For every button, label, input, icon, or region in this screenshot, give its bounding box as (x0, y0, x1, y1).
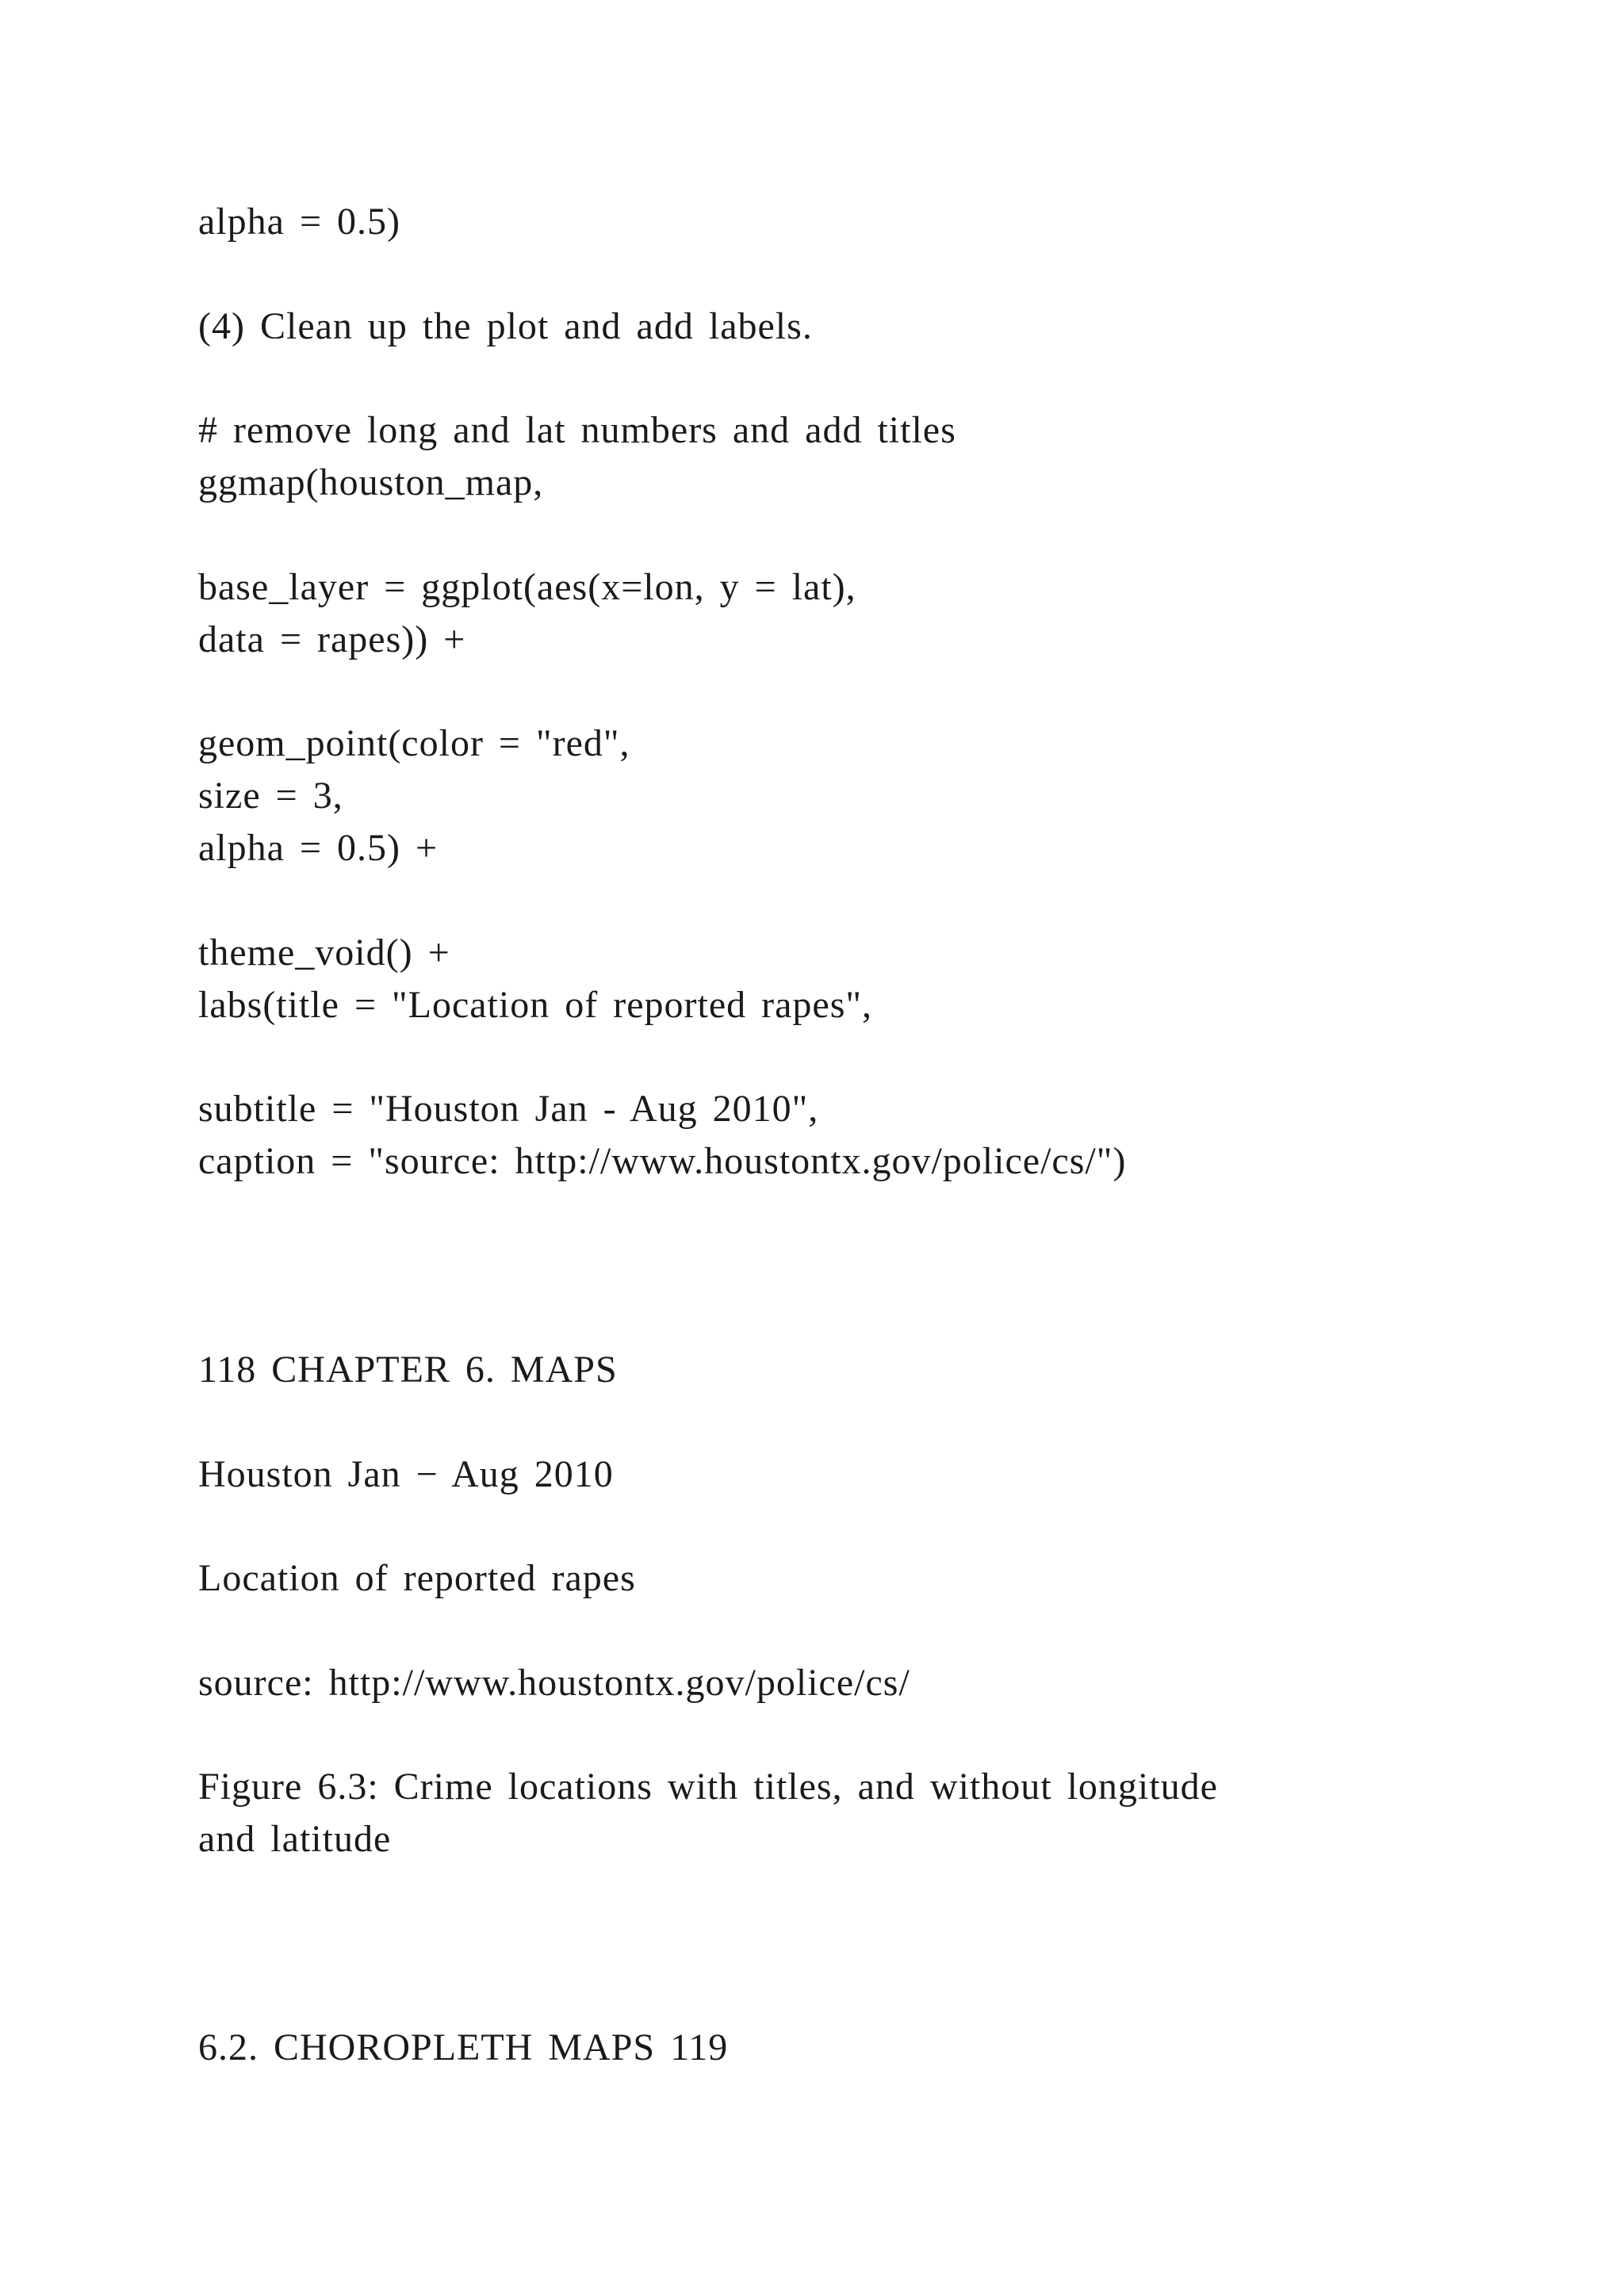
page-header: 118 CHAPTER 6. MAPS (198, 1349, 618, 1391)
code-line: alpha = 0.5) (198, 201, 400, 243)
figure-caption-continued: and latitude (198, 1818, 392, 1860)
code-line: alpha = 0.5) + (198, 827, 439, 869)
step-heading: (4) Clean up the plot and add labels. (198, 305, 813, 347)
section-header: 6.2. CHOROPLETH MAPS 119 (198, 2026, 729, 2068)
code-comment: # remove long and lat numbers and add titles (198, 409, 956, 451)
figure-title: Location of reported rapes (198, 1557, 636, 1599)
code-line: data = rapes)) + (198, 618, 466, 660)
code-line: caption = "source: http://www.houstontx.gov/police/cs/") (198, 1140, 1127, 1182)
figure-caption-source: source: http://www.houstontx.gov/police/cs/ (198, 1662, 910, 1704)
figure-caption: Figure 6.3: Crime locations with titles, and without longitude (198, 1766, 1218, 1808)
code-line: ggmap(houston_map, (198, 461, 544, 503)
code-line: base_layer = ggplot(aes(x=lon, y = lat), (198, 566, 856, 608)
code-line: labs(title = "Location of reported rapes", (198, 984, 872, 1026)
code-line: geom_point(color = "red", (198, 722, 630, 764)
code-line: size = 3, (198, 775, 343, 817)
figure-subtitle: Houston Jan − Aug 2010 (198, 1453, 614, 1495)
code-line: subtitle = "Houston Jan - Aug 2010", (198, 1088, 819, 1130)
code-line: theme_void() + (198, 932, 450, 974)
